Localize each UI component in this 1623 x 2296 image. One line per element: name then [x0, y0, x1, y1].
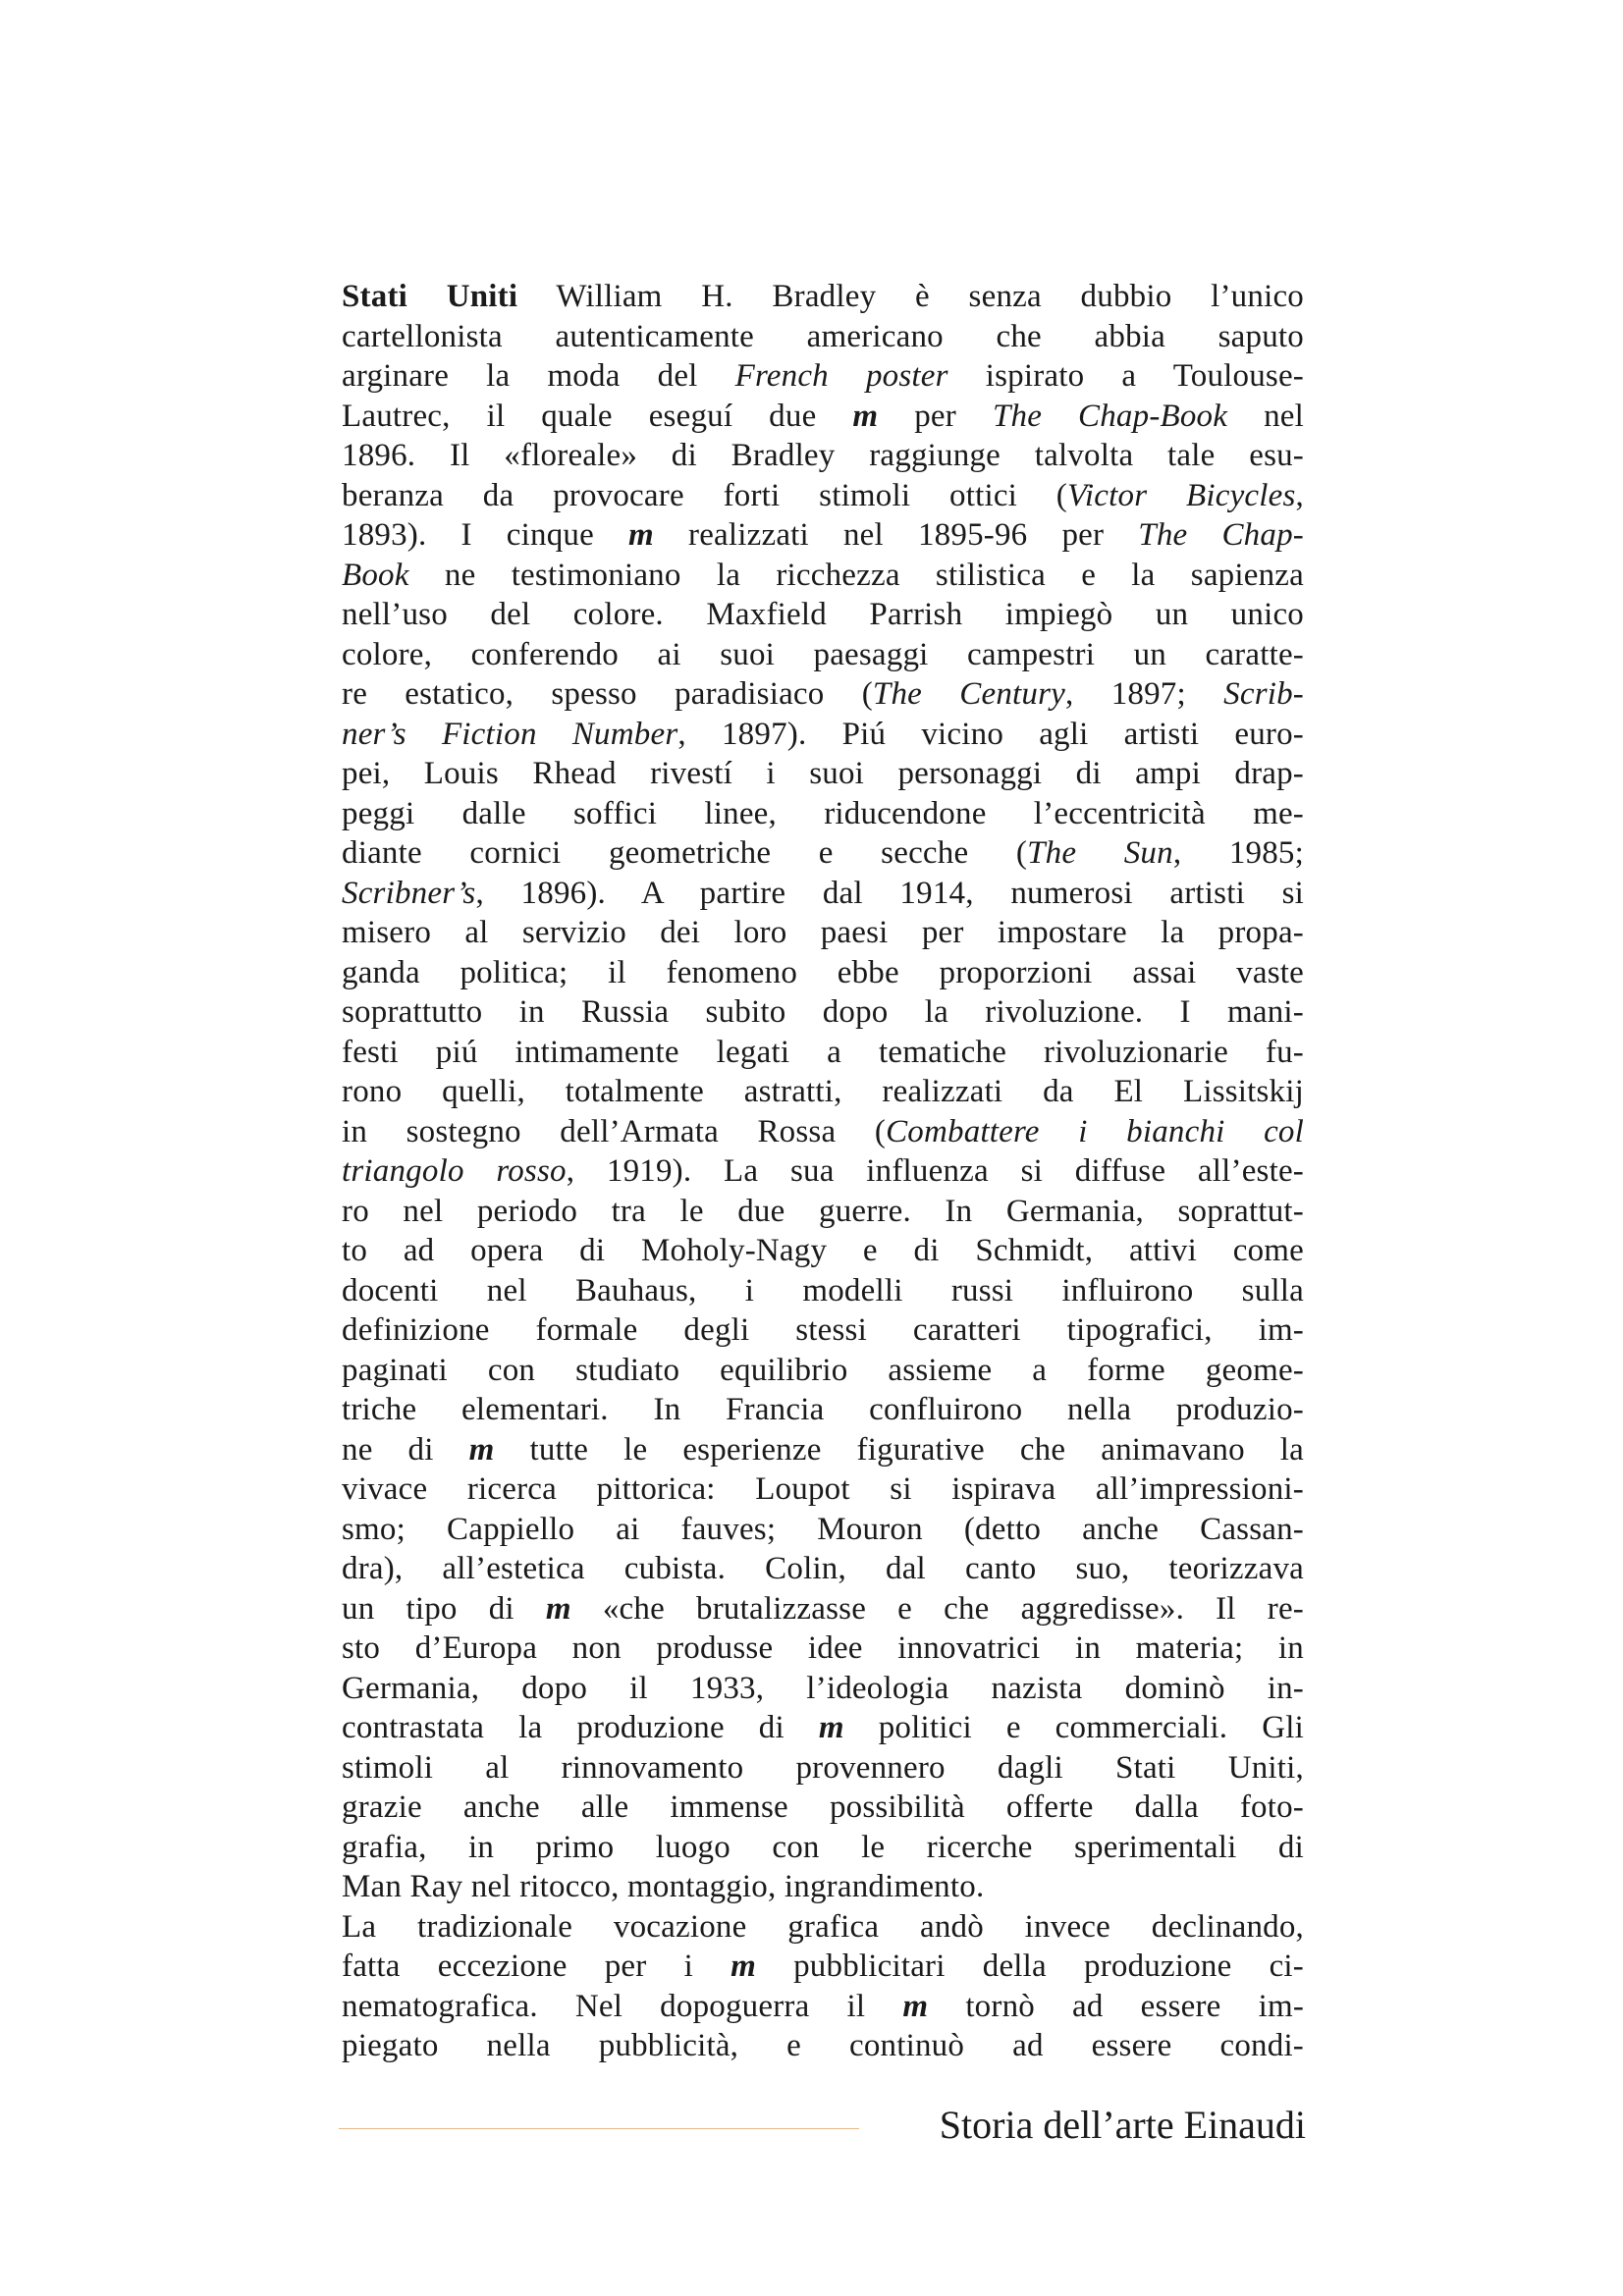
- text-line: [342, 1867, 1304, 1907]
- text-run: docenti nel Bauhaus, i modelli russi influirono sulla: [342, 1272, 1304, 1308]
- text-run: nel: [1227, 398, 1304, 434]
- text-run: tornò ad essere im-: [928, 1988, 1305, 2024]
- text-run: festi piú intimamente legati a tematiche rivoluzionarie fu-: [342, 1034, 1304, 1070]
- styled-run: m: [818, 1710, 844, 1745]
- text-run: , 1897). Piú vicino agli artisti euro-: [677, 716, 1304, 752]
- styled-run: m: [730, 1949, 756, 1984]
- text-line: [342, 1231, 1304, 1271]
- text-run: politici e commerciali. Gli: [843, 1710, 1304, 1745]
- text-run: in sostegno dell’Armata Rossa (: [342, 1113, 887, 1149]
- text-run: Man Ray nel ritocco, montaggio, ingrandimento.: [342, 1869, 985, 1904]
- styled-run: m: [545, 1590, 571, 1627]
- styled-run: triangolo rosso: [342, 1153, 567, 1189]
- text-run: pubblicitari della produzione ci-: [755, 1949, 1304, 1984]
- article-body: [342, 277, 1304, 2066]
- text-run: arginare la moda del: [342, 358, 735, 394]
- footer-title: Storia dell’arte Einaudi: [939, 2103, 1306, 2147]
- text-run: definizione formale degli stessi caratteri tipografici, im-: [342, 1312, 1304, 1348]
- text-line: [342, 1788, 1304, 1828]
- text-line: [342, 1748, 1304, 1789]
- text-run: ne di: [342, 1431, 469, 1468]
- styled-run: m: [902, 1988, 929, 2024]
- styled-run: The Chap-Book: [992, 398, 1228, 434]
- text-line: [342, 397, 1304, 437]
- styled-run: French poster: [734, 358, 948, 394]
- text-run: sto d’Europa non produsse idee innovatrici in materia; in: [342, 1630, 1304, 1666]
- text-line: [342, 833, 1304, 874]
- footer-rule: [339, 2128, 859, 2129]
- text-line: [342, 1828, 1304, 1868]
- text-line: [342, 1469, 1304, 1510]
- text-run: La tradizionale vocazione grafica andò invece declinando,: [342, 1908, 1304, 1945]
- styled-run: Stati Uniti: [342, 279, 518, 314]
- text-run: paginati con studiato equilibrio assieme a forme geome-: [342, 1352, 1304, 1388]
- text-line: [342, 794, 1304, 834]
- text-line: [342, 754, 1304, 794]
- text-line: [342, 1310, 1304, 1351]
- text-run: ro nel periodo tra le due guerre. In Germania, soprattut-: [342, 1193, 1304, 1229]
- text-line: [342, 356, 1304, 397]
- text-run: 1896. Il «floreale» di Bradley raggiunge talvolta tale esu-: [342, 438, 1304, 473]
- styled-run: The Chap-: [1138, 517, 1304, 553]
- text-run: ganda politica; il fenomeno ebbe proporzioni assai vaste: [342, 954, 1304, 990]
- styled-run: Book: [342, 557, 409, 593]
- text-run: vivace ricerca pittorica: Loupot si ispirava all’impressioni-: [342, 1471, 1304, 1507]
- text-run: soprattutto in Russia subito dopo la rivoluzione. I mani-: [342, 994, 1304, 1030]
- text-run: ne testimoniano la ricchezza stilistica e la sapienza: [408, 557, 1304, 593]
- text-run: un tipo di: [342, 1590, 546, 1627]
- text-run: triche elementari. In Francia confluirono nella produzio-: [342, 1392, 1304, 1427]
- text-line: [342, 515, 1304, 556]
- text-run: per: [878, 398, 993, 434]
- text-line: [342, 1987, 1304, 2027]
- text-run: beranza da provocare forti stimoli ottici (: [342, 477, 1067, 513]
- text-line: [342, 556, 1304, 596]
- text-line: [342, 1669, 1304, 1709]
- text-run: grazie anche alle immense possibilità offerte dalla foto-: [342, 1789, 1304, 1825]
- text-line: [342, 436, 1304, 476]
- text-line: [342, 1033, 1304, 1073]
- text-line: [342, 1192, 1304, 1232]
- text-run: grafia, in primo luogo con le ricerche sperimentali di: [342, 1829, 1304, 1865]
- text-line: [342, 1629, 1304, 1669]
- text-line: [342, 1351, 1304, 1391]
- styled-run: Scribner’s: [342, 875, 476, 911]
- text-line: [342, 1390, 1304, 1430]
- text-line: [342, 1112, 1304, 1152]
- text-run: rono quelli, totalmente astratti, realizzati da El Lissitskij: [342, 1074, 1304, 1109]
- text-run: Lautrec, il quale eseguí due: [342, 398, 853, 434]
- text-line: [342, 476, 1304, 516]
- text-line: [342, 1271, 1304, 1311]
- text-run: Germania, dopo il 1933, l’ideologia nazista dominò in-: [342, 1670, 1304, 1706]
- text-line: [342, 674, 1304, 715]
- text-line: [342, 317, 1304, 357]
- text-line: [342, 277, 1304, 317]
- paragraph-vocazione-grafica: [342, 1907, 1304, 2066]
- text-run: colore, conferendo ai suoi paesaggi campestri un caratte-: [342, 636, 1304, 672]
- text-run: William H. Bradley è senza dubbio l’unico: [517, 279, 1304, 314]
- text-line: [342, 635, 1304, 675]
- text-run: , 1985;: [1172, 835, 1304, 871]
- text-run: peggi dalle soffici linee, riducendone l’eccentricità me-: [342, 795, 1304, 831]
- paragraph-stati-uniti: [342, 277, 1304, 1907]
- text-line: [342, 992, 1304, 1033]
- text-run: fatta eccezione per i: [342, 1949, 731, 1984]
- styled-run: m: [852, 398, 879, 434]
- text-line: [342, 913, 1304, 953]
- text-line: [342, 874, 1304, 914]
- text-line: [342, 595, 1304, 635]
- styled-run: m: [468, 1431, 495, 1468]
- text-run: ,: [1295, 477, 1304, 513]
- text-line: [342, 1589, 1304, 1629]
- styled-run: ner’s Fiction Number: [342, 716, 678, 752]
- text-line: [342, 1947, 1304, 1987]
- text-run: misero al servizio dei loro paesi per impostare la propa-: [342, 915, 1304, 950]
- text-run: , 1919). La sua influenza si diffuse all’este-: [566, 1153, 1304, 1189]
- text-run: contrastata la produzione di: [342, 1710, 819, 1745]
- text-line: [342, 1549, 1304, 1589]
- text-run: , 1897;: [1065, 676, 1224, 712]
- styled-run: The Sun: [1027, 835, 1173, 871]
- text-run: re estatico, spesso paradisiaco (: [342, 676, 873, 712]
- text-run: stimoli al rinnovamento provennero dagli Stati Uniti,: [342, 1749, 1304, 1786]
- styled-run: Scrib-: [1223, 676, 1304, 712]
- text-run: piegato nella pubblicità, e continuò ad essere condi-: [342, 2028, 1304, 2063]
- text-run: tutte le esperienze figurative che animavano la: [494, 1431, 1305, 1468]
- text-line: [342, 1510, 1304, 1550]
- page-footer: [339, 2101, 1306, 2150]
- text-run: cartellonista autenticamente americano che abbia saputo: [342, 318, 1304, 354]
- text-run: 1893). I cinque: [342, 517, 629, 553]
- text-run: «che brutalizzasse e che aggredisse». Il re-: [570, 1590, 1304, 1627]
- text-line: [342, 1072, 1304, 1112]
- text-run: nematografica. Nel dopoguerra il: [342, 1988, 903, 2024]
- text-line: [342, 1708, 1304, 1748]
- styled-run: The Century: [872, 676, 1065, 712]
- styled-run: Victor Bicycles: [1067, 477, 1296, 513]
- text-run: ispirato a Toulouse-: [947, 358, 1304, 394]
- text-line: [342, 1430, 1304, 1470]
- text-run: dra), all’estetica cubista. Colin, dal canto suo, teorizzava: [342, 1551, 1304, 1586]
- text-run: realizzati nel 1895-96 per: [653, 517, 1139, 553]
- text-run: to ad opera di Moholy-Nagy e di Schmidt, attivi come: [342, 1233, 1304, 1268]
- text-run: , 1896). A partire dal 1914, numerosi artisti si: [475, 875, 1304, 911]
- text-line: [342, 1907, 1304, 1948]
- text-line: [342, 715, 1304, 755]
- text-line: [342, 1151, 1304, 1192]
- text-line: [342, 953, 1304, 993]
- text-run: pei, Louis Rhead rivestí i suoi personaggi di ampi drap-: [342, 756, 1304, 791]
- text-run: smo; Cappiello ai fauves; Mouron (detto anche Cassan-: [342, 1511, 1304, 1547]
- text-run: diante cornici geometriche e secche (: [342, 835, 1028, 871]
- text-run: nell’uso del colore. Maxfield Parrish impiegò un unico: [342, 597, 1304, 632]
- styled-run: Combattere i bianchi col: [886, 1113, 1304, 1149]
- styled-run: m: [628, 517, 654, 553]
- text-line: [342, 2026, 1304, 2066]
